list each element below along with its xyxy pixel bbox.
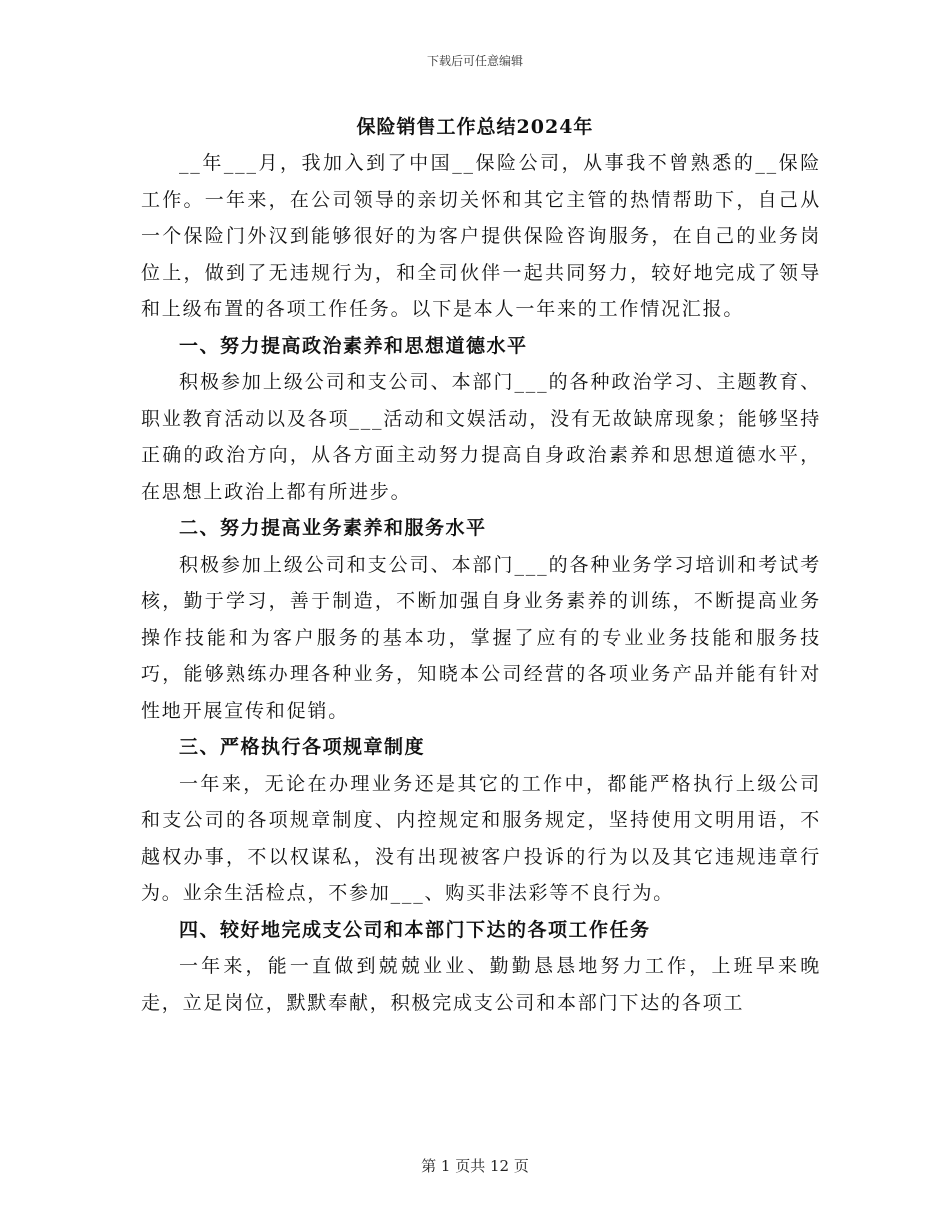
section-heading-4: 四、较好地完成支公司和本部门下达的各项工作任务 <box>179 918 651 941</box>
section-heading-2: 二、努力提高业务素养和服务水平 <box>179 517 487 539</box>
intro-paragraph: __年___月，我加入到了中国__保险公司，从事我不曾熟悉的__保险工作。一年来，在公司领导的亲切关怀和其它主管的热情帮助下，自己从一个保险门外汉到能够很好的为客户提供保险咨询服务，在自己的业务岗位上，做到了无违规行为，和全司伙伴一起共同努力，较好地完成了领导和上级布置的各项工作任务。以下是本人一年来的工作情况汇报。 <box>141 152 821 320</box>
page-header-note: 下载后可任意编辑 <box>426 54 523 68</box>
document-title: 保险销售工作总结2024年 <box>356 116 594 138</box>
page-number-indicator: 第 1 页共 12 页 <box>421 1157 529 1175</box>
section-heading-3: 三、严格执行各项规章制度 <box>179 736 426 758</box>
section-body-4: 一年来，能一直做到兢兢业业、勤勤恳恳地努力工作，上班早来晚走，立足岗位，默默奉献，积极完成支公司和本部门下达的各项工 <box>141 955 821 1014</box>
document-body <box>141 145 821 1021</box>
section-heading-1: 一、努力提高政治素养和思想道德水平 <box>179 334 528 357</box>
section-body-2: 积极参加上级公司和支公司、本部门___的各种业务学习培训和考试考核，勤于学习，善于制造，不断加强自身业务素养的训练，不断提高业务操作技能和为客户服务的基本功，掌握了应有的专业业务技能和服务技巧，能够熟练办理各种业务，知晓本公司经营的各项业务产品并能有针对性地开展宣传和促销。 <box>141 553 821 722</box>
section-body-1: 积极参加上级公司和支公司、本部门___的各种政治学习、主题教育、职业教育活动以及各项___活动和文娱活动，没有无故缺席现象；能够坚持正确的政治方向，从各方面主动努力提高自身政治素养和思想道德水平，在思想上政治上都有所进步。 <box>141 371 821 503</box>
section-body-3: 一年来，无论在办理业务还是其它的工作中，都能严格执行上级公司和支公司的各项规章制度、内控规定和服务规定，坚持使用文明用语，不越权办事，不以权谋私，没有出现被客户投诉的行为以及其它违规违章行为。业余生活检点，不参加___、购买非法彩等不良行为。 <box>141 772 821 904</box>
